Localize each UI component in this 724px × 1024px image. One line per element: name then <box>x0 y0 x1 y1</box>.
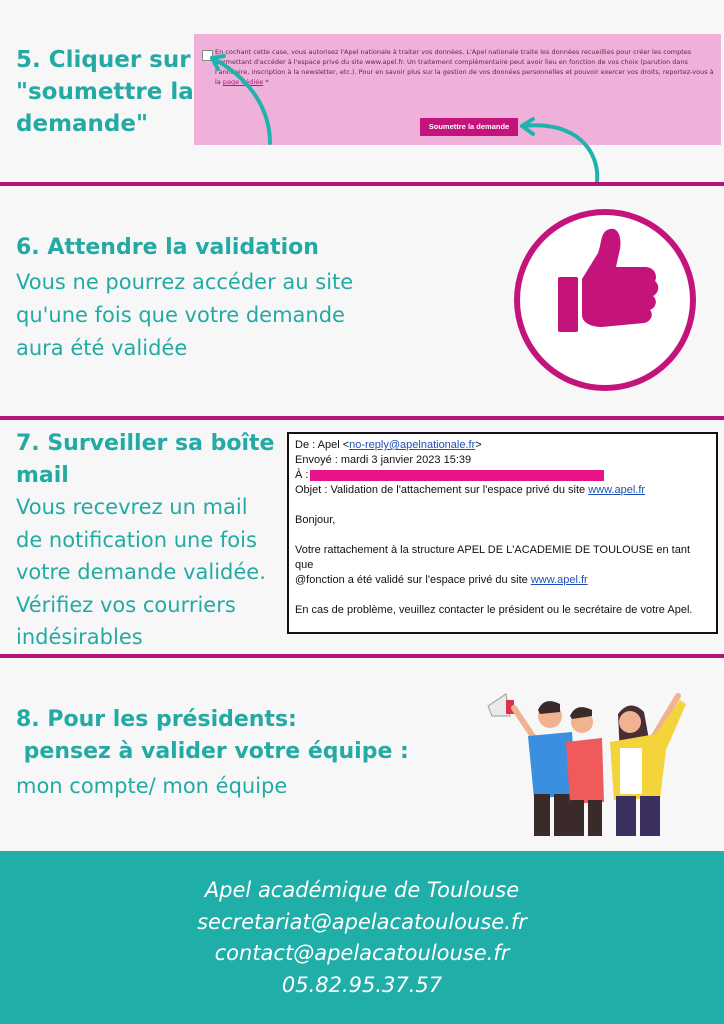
email-from: De : Apel <no-reply@apelnationale.fr> <box>295 439 482 451</box>
step7-title: 7. Surveiller sa boîte mail <box>16 431 275 488</box>
sender-address-link[interactable]: no-reply@apelnationale.fr <box>349 439 476 451</box>
email-subject: Objet : Validation de l'attachement sur l'espace privé du site www.apel.fr <box>295 484 646 496</box>
step8-body: mon compte/ mon équipe <box>16 774 288 798</box>
footer-email-contact[interactable]: contact@apelacatoulouse.fr <box>214 941 510 965</box>
section-divider <box>0 654 724 658</box>
privacy-page-link[interactable]: page dédiée <box>222 78 264 86</box>
footer-org: Apel académique de Toulouse <box>204 878 520 902</box>
redacted-recipient <box>310 470 604 481</box>
section-divider <box>0 416 724 420</box>
email-greeting: Bonjour, <box>295 514 336 526</box>
thumbs-up-icon <box>520 215 690 385</box>
arrow-to-submit-icon <box>522 119 597 182</box>
step7-body: Vous recevrez un mail de notification une fois votre demande validée. Vérifiez vos courriers indésirables <box>16 495 266 650</box>
footer-email-secretariat[interactable]: secretariat@apelacatoulouse.fr <box>197 909 527 934</box>
section-divider <box>0 182 724 186</box>
team-illustration-icon <box>484 686 694 838</box>
submit-request-button[interactable]: Soumettre la demande <box>420 118 518 136</box>
thumbs-up-circle <box>514 209 696 391</box>
footer-phone[interactable]: 05.82.95.37.57 <box>281 972 443 997</box>
step8-title: 8. Pour les présidents: pensez à valider votre équipe : <box>16 707 409 764</box>
site-link[interactable]: www.apel.fr <box>588 484 646 496</box>
arrow-to-checkbox-icon <box>212 56 270 143</box>
email-body-line2: @fonction a été validé sur l'espace privé du site www.apel.fr <box>295 574 588 586</box>
email-to: À : <box>295 468 710 483</box>
email-sent: Envoyé : mardi 3 janvier 2023 15:39 <box>295 454 472 466</box>
email-body-line1: Votre rattachement à la structure APEL DE L'ACADEMIE DE TOULOUSE en tant que <box>295 544 691 571</box>
step6-title-block <box>16 232 319 264</box>
consent-text: En cochant cette case, vous autorisez l'Apel nationale à traiter vos données. L'Apel nationale traite les données recueillies pour créer les comptes permettant d'accéder à l'espace privé du site www.apel.fr. Un traitement complémentaire peut avoir lieu en fonction de vos choix (parution dans l'annuaire, inscription à la newsletter, etc.). Pour en savoir plus sur la gestion de vos données personnelles et pouvoir exercer vos droits, reportez-vous à la page dédiée * <box>215 48 714 86</box>
site-link[interactable]: www.apel.fr <box>530 574 588 586</box>
step6-title: 6. Attendre la validation <box>16 235 319 260</box>
arrows-overlay <box>0 0 724 200</box>
step5-title: 5. Cliquer sur "soumettre la demande" <box>16 47 194 137</box>
email-closing: En cas de problème, veuillez contacter le président ou le secrétaire de votre Apel. <box>295 604 693 616</box>
footer <box>0 851 724 1024</box>
notification-email-screenshot <box>287 432 718 634</box>
step6-body: Vous ne pourrez accéder au site qu'une fois que votre demande aura été validée <box>16 270 354 360</box>
